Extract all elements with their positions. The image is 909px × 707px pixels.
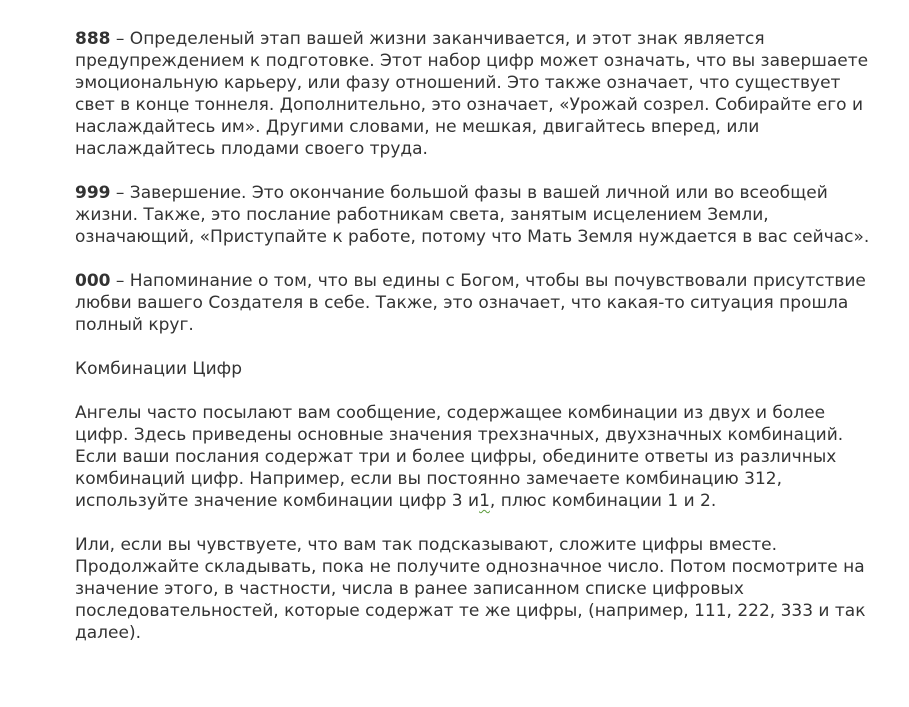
spellcheck-flagged-word[interactable]: 1 [479,491,490,511]
paragraph-closing: Или, если вы чувствуете, что вам так подсказывают, сложите цифры вместе. Продолжайте складывать, пока не получите однозначное число. Потом посмотрите на значение этого, в частности, числа в ранее записанном списке цифровых последовательностей, которые содержат те же цифры, (например, 111, 222, 333 и так далее). [75,535,866,643]
paragraph-999 [75,182,875,248]
combinations-text-after: , плюс комбинации 1 и 2. [489,491,717,511]
document-body [75,28,875,666]
paragraph-999-text: – Завершение. Это окончание большой фазы в вашей личной или во всеобщей жизни. Также, это послание работникам света, занятым исцелением Земли, означающий, «Приступайте к работе, потому что Мать Земля нуждается в вас сейчас». [75,183,870,247]
paragraph-888 [75,28,875,160]
angel-number-000: 000 [75,271,111,291]
paragraph-000-text: – Напоминание о том, что вы едины с Богом, чтобы вы почувствовали присутствие любви вашего Создателя в себе. Также, это означает, что какая-то ситуация прошла полный круг. [75,271,866,335]
paragraph-888-text: – Определеный этап вашей жизни заканчивается, и этот знак является предупреждением к подготовке. Этот набор цифр может означать, что вы завершаете эмоциональную карьеру, или фазу отношений. Это также означает, что существует свет в конце тоннеля. Дополнительно, это означает, «Урожай созрел. Собирайте его и наслаждайтесь им». Другими словами, не мешкая, двигайтесь вперед, или наслаждайтесь плодами своего труда. [75,29,869,159]
combinations-text-before: Ангелы часто посылают вам сообщение, содержащее комбинации из двух и более цифр. Здесь приведены основные значения трехзначных, двухзначных комбинаций. Если ваши послания содержат три и более цифры, обедините ответы из различных комбинаций цифр. Например, если вы постоянно замечаете комбинацию 312, используйте значение комбинации цифр 3 и [75,403,844,511]
angel-number-999: 999 [75,183,111,203]
paragraph-combinations [75,402,875,512]
section-heading: Комбинации Цифр [75,359,243,379]
angel-number-888: 888 [75,29,111,49]
paragraph-000 [75,270,875,336]
